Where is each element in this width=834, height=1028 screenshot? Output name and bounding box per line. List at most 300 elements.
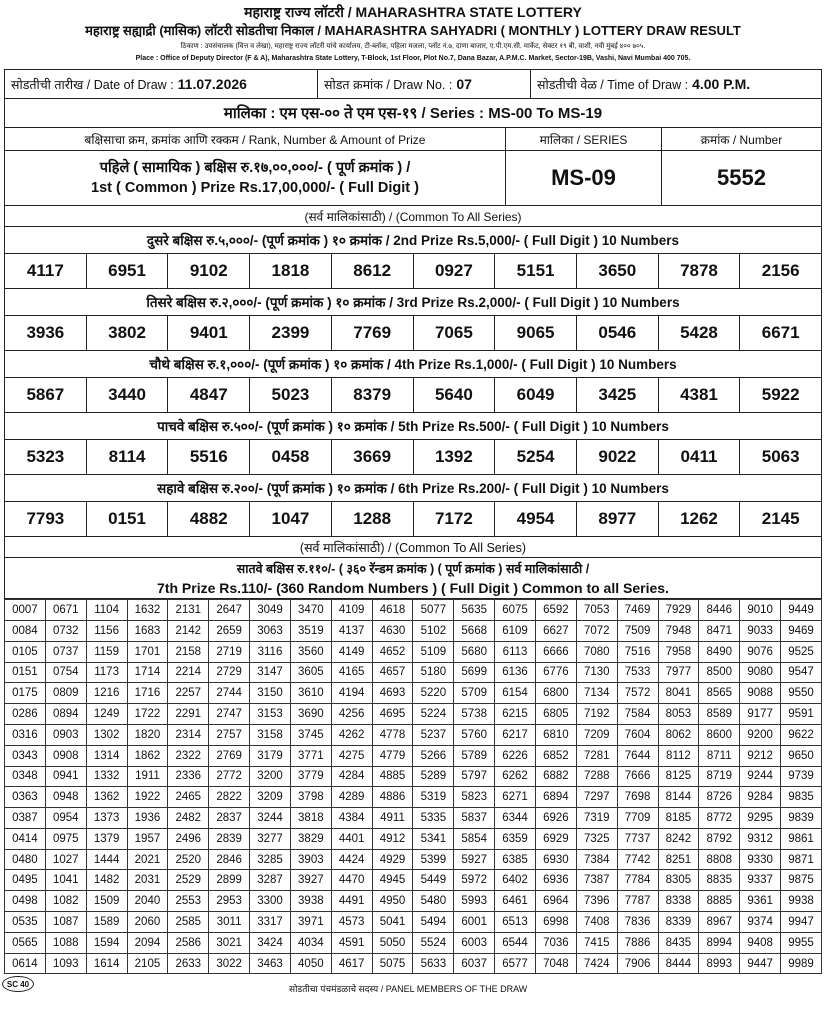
seventh-prize-number: 5837 bbox=[454, 808, 495, 829]
seventh-prize-number: 4945 bbox=[372, 870, 413, 891]
seventh-prize-number: 7036 bbox=[535, 932, 576, 953]
header-place-marathi: ठिकाण : उपसंचालक (वित्त व लेखा), महाराष्ट्र राज्य लॉटरी यांचे कार्यालय, टी-ब्लॉक, पहिला मजला, प्लॉट नं.७, दाणा बाजार, ए.पी.एम.सी. मार्केट, सेक्टर १९ बी, वाशी, नवी मुंबई ४०० ७०५. bbox=[180, 43, 646, 51]
seventh-prize-number: 3463 bbox=[250, 953, 291, 974]
prize-number: 9022 bbox=[577, 440, 659, 474]
seventh-prize-number: 7192 bbox=[576, 704, 617, 725]
seventh-prize-number: 7509 bbox=[617, 620, 658, 641]
seventh-prize-number: 9547 bbox=[781, 662, 822, 683]
number-header: क्रमांक / Number bbox=[700, 132, 783, 147]
seventh-prize-number: 0387 bbox=[5, 808, 46, 829]
seventh-prize-number: 7886 bbox=[617, 932, 658, 953]
seventh-prize-number: 5699 bbox=[454, 662, 495, 683]
seventh-prize-number: 8994 bbox=[699, 932, 740, 953]
seventh-prize-number: 7644 bbox=[617, 745, 658, 766]
seventh-prize-number: 3424 bbox=[250, 932, 291, 953]
seventh-prize-number: 3779 bbox=[290, 766, 331, 787]
seventh-prize-number: 2482 bbox=[168, 808, 209, 829]
prize-number: 0546 bbox=[577, 316, 659, 350]
seventh-prize-number: 2060 bbox=[127, 912, 168, 933]
seventh-prize-number: 6402 bbox=[495, 870, 536, 891]
seventh-prize-number: 4591 bbox=[331, 932, 372, 953]
prize-number: 1818 bbox=[250, 254, 332, 288]
seventh-prize-number: 2040 bbox=[127, 891, 168, 912]
seventh-prize-number: 5041 bbox=[372, 912, 413, 933]
prize-number: 4882 bbox=[168, 502, 250, 536]
seventh-prize-number: 2553 bbox=[168, 891, 209, 912]
seventh-prize-number: 2747 bbox=[209, 704, 250, 725]
seventh-prize-number: 8446 bbox=[699, 600, 740, 621]
seventh-prize-number: 4289 bbox=[331, 787, 372, 808]
seventh-prize-number: 4695 bbox=[372, 704, 413, 725]
prize-number: 2399 bbox=[250, 316, 332, 350]
draw-number bbox=[318, 70, 531, 98]
draw-info-row bbox=[4, 69, 822, 99]
seventh-prize-number: 3300 bbox=[250, 891, 291, 912]
prize-number: 3650 bbox=[577, 254, 659, 288]
seventh-prize-number: 1482 bbox=[86, 870, 127, 891]
seventh-common-label: (सर्व मालिकांसाठी) / (Common To All Series) bbox=[4, 537, 822, 558]
seventh-prize-number: 2131 bbox=[168, 600, 209, 621]
seventh-prize-number: 3200 bbox=[250, 766, 291, 787]
draw-time bbox=[531, 70, 821, 98]
seventh-prize-number: 4275 bbox=[331, 745, 372, 766]
header-title: महाराष्ट्र राज्य लॉटरी / MAHARASHTRA STATE LOTTERY bbox=[244, 4, 582, 20]
seventh-prize-number: 3153 bbox=[250, 704, 291, 725]
seventh-prize-number: 6926 bbox=[535, 808, 576, 829]
seventh-prize-number: 6217 bbox=[495, 724, 536, 745]
seventh-prize-number: 4050 bbox=[290, 953, 331, 974]
seventh-prize-number: 8144 bbox=[658, 787, 699, 808]
seventh-prize-number: 3971 bbox=[290, 912, 331, 933]
seventh-prize-number: 9591 bbox=[781, 704, 822, 725]
seventh-prize-number: 3116 bbox=[250, 641, 291, 662]
prize-sections bbox=[4, 227, 822, 537]
seventh-prize-number: 6852 bbox=[535, 745, 576, 766]
seventh-prize-number: 6226 bbox=[495, 745, 536, 766]
seventh-prize-number: 0286 bbox=[5, 704, 46, 725]
table-row bbox=[5, 683, 822, 704]
prize-title: दुसरे बक्षिस रु.५,०००/- (पूर्ण क्रमांक ) १० क्रमांक / 2nd Prize Rs.5,000/- ( Full Digit ) 10 Numbers bbox=[4, 227, 822, 254]
seventh-prize-number: 8471 bbox=[699, 620, 740, 641]
prize-table-header bbox=[4, 128, 822, 151]
seventh-prize-number: 9033 bbox=[740, 620, 781, 641]
seventh-prize-number: 1088 bbox=[45, 932, 86, 953]
seventh-prize-number: 2336 bbox=[168, 766, 209, 787]
seventh-prize-number: 9076 bbox=[740, 641, 781, 662]
draw-number-label: सोडत क्रमांक / Draw No. : bbox=[324, 77, 453, 92]
prize-title: पाचवे बक्षिस रु.५००/- (पूर्ण क्रमांक ) १० क्रमांक / 5th Prize Rs.500/- ( Full Digit ) 10 Numbers bbox=[4, 413, 822, 440]
seventh-prize-number: 8062 bbox=[658, 724, 699, 745]
seventh-prize-number: 8444 bbox=[658, 953, 699, 974]
table-row bbox=[5, 870, 822, 891]
seventh-prize-number: 7666 bbox=[617, 766, 658, 787]
seventh-prize-number: 0151 bbox=[5, 662, 46, 683]
seventh-prize-number: 1722 bbox=[127, 704, 168, 725]
seventh-prize-number: 5237 bbox=[413, 724, 454, 745]
seventh-prize-number: 1683 bbox=[127, 620, 168, 641]
prize-numbers-row bbox=[4, 502, 822, 537]
seventh-prize-number: 3605 bbox=[290, 662, 331, 683]
seventh-prize-number: 8600 bbox=[699, 724, 740, 745]
seventh-prize-number: 5319 bbox=[413, 787, 454, 808]
table-row bbox=[5, 891, 822, 912]
seventh-prize-number: 2659 bbox=[209, 620, 250, 641]
prize-number: 8612 bbox=[332, 254, 414, 288]
seventh-prize-number: 1159 bbox=[86, 641, 127, 662]
seventh-prize-number: 4912 bbox=[372, 828, 413, 849]
seventh-prize-number: 5341 bbox=[413, 828, 454, 849]
seventh-prize-number: 5335 bbox=[413, 808, 454, 829]
seventh-prize-number: 1087 bbox=[45, 912, 86, 933]
seventh-prize-number: 9525 bbox=[781, 641, 822, 662]
seventh-prize-number: 5077 bbox=[413, 600, 454, 621]
seventh-prize-number: 0809 bbox=[45, 683, 86, 704]
seventh-prize-number: 5480 bbox=[413, 891, 454, 912]
common-to-all-series: (सर्व मालिकांसाठी) / (Common To All Series) bbox=[4, 206, 822, 227]
seventh-prize-number: 6461 bbox=[495, 891, 536, 912]
seventh-prize-number: 2839 bbox=[209, 828, 250, 849]
seventh-prize-number: 7325 bbox=[576, 828, 617, 849]
seventh-prize-number: 4384 bbox=[331, 808, 372, 829]
seventh-prize-number: 2769 bbox=[209, 745, 250, 766]
seventh-prize-number: 6544 bbox=[495, 932, 536, 953]
seventh-prize-number: 6894 bbox=[535, 787, 576, 808]
seventh-prize-number: 7929 bbox=[658, 600, 699, 621]
first-prize-row bbox=[4, 151, 822, 206]
seventh-prize-number: 4256 bbox=[331, 704, 372, 725]
seventh-prize-number: 5635 bbox=[454, 600, 495, 621]
seventh-prize-number: 1936 bbox=[127, 808, 168, 829]
seventh-prize-number: 6800 bbox=[535, 683, 576, 704]
seventh-prize-number: 0975 bbox=[45, 828, 86, 849]
seventh-prize-number: 3560 bbox=[290, 641, 331, 662]
seventh-prize-number: 6592 bbox=[535, 600, 576, 621]
seventh-prize-number: 4886 bbox=[372, 787, 413, 808]
seventh-prize-number: 7297 bbox=[576, 787, 617, 808]
seventh-prize-number: 3147 bbox=[250, 662, 291, 683]
seventh-prize-number: 7584 bbox=[617, 704, 658, 725]
seventh-prize-number: 4470 bbox=[331, 870, 372, 891]
seventh-prize-number: 8711 bbox=[699, 745, 740, 766]
seventh-prize-number: 2757 bbox=[209, 724, 250, 745]
seventh-prize-number: 6998 bbox=[535, 912, 576, 933]
prize-number: 6671 bbox=[761, 323, 800, 343]
draw-number-value: 07 bbox=[456, 76, 472, 93]
table-row bbox=[5, 808, 822, 829]
seventh-prize-number: 9312 bbox=[740, 828, 781, 849]
seventh-prize-number: 3519 bbox=[290, 620, 331, 641]
draw-date-label: सोडतीची तारीख / Date of Draw : bbox=[11, 77, 174, 92]
seventh-prize-number: 8726 bbox=[699, 787, 740, 808]
seventh-prize-number: 1027 bbox=[45, 849, 86, 870]
seventh-prize-number: 0903 bbox=[45, 724, 86, 745]
seventh-prize-number: 8338 bbox=[658, 891, 699, 912]
seventh-prize-number: 9622 bbox=[781, 724, 822, 745]
seventh-prize-number: 6154 bbox=[495, 683, 536, 704]
seventh-prize-number: 5633 bbox=[413, 953, 454, 974]
seventh-prize-number: 7533 bbox=[617, 662, 658, 683]
seventh-prize-number: 7742 bbox=[617, 849, 658, 870]
seventh-prize-number: 6385 bbox=[495, 849, 536, 870]
seventh-prize-number: 7698 bbox=[617, 787, 658, 808]
prize-number: 8114 bbox=[87, 440, 169, 474]
seventh-prize-number: 8339 bbox=[658, 912, 699, 933]
seventh-prize-number: 0671 bbox=[45, 600, 86, 621]
prize-number: 3669 bbox=[332, 440, 414, 474]
seventh-prize-number: 2257 bbox=[168, 683, 209, 704]
seventh-prize-number: 3277 bbox=[250, 828, 291, 849]
seventh-prize-number: 2105 bbox=[127, 953, 168, 974]
prize-number: 8379 bbox=[332, 378, 414, 412]
seventh-prize-number: 6113 bbox=[495, 641, 536, 662]
prize-number: 2145 bbox=[761, 509, 800, 529]
table-row bbox=[5, 704, 822, 725]
seventh-prize-number: 7709 bbox=[617, 808, 658, 829]
seventh-prize-number: 8490 bbox=[699, 641, 740, 662]
seventh-prize-number: 4149 bbox=[331, 641, 372, 662]
prize-number: 1392 bbox=[414, 440, 496, 474]
seventh-prize-number: 4911 bbox=[372, 808, 413, 829]
seventh-prize-number: 3209 bbox=[250, 787, 291, 808]
seventh-prize-number: 8835 bbox=[699, 870, 740, 891]
seventh-prize-number: 7516 bbox=[617, 641, 658, 662]
seventh-prize-number: 3771 bbox=[290, 745, 331, 766]
seventh-prize-number: 7836 bbox=[617, 912, 658, 933]
seventh-prize-number: 4137 bbox=[331, 620, 372, 641]
seventh-prize-number: 4262 bbox=[331, 724, 372, 745]
rank-header: बक्षिसाचा क्रम, क्रमांक आणि रक्कम / Rank, Number & Amount of Prize bbox=[5, 128, 506, 150]
seventh-prize-number: 9374 bbox=[740, 912, 781, 933]
prize-number: 4117 bbox=[5, 254, 87, 288]
seventh-prize-number: 6964 bbox=[535, 891, 576, 912]
seventh-prize-number: 5449 bbox=[413, 870, 454, 891]
seventh-prize-number: 7080 bbox=[576, 641, 617, 662]
prize-number: 3440 bbox=[87, 378, 169, 412]
seventh-prize-number: 5494 bbox=[413, 912, 454, 933]
seventh-prize-number: 2158 bbox=[168, 641, 209, 662]
seventh-prize-number: 2744 bbox=[209, 683, 250, 704]
prize-numbers-row bbox=[4, 440, 822, 475]
seventh-prize-number: 3903 bbox=[290, 849, 331, 870]
seventh-prize-number: 2633 bbox=[168, 953, 209, 974]
seventh-prize-number: 9177 bbox=[740, 704, 781, 725]
header bbox=[4, 4, 822, 63]
seventh-prize-number: 6075 bbox=[495, 600, 536, 621]
seventh-prize-number: 7737 bbox=[617, 828, 658, 849]
table-row bbox=[5, 641, 822, 662]
seventh-prize-number: 9010 bbox=[740, 600, 781, 621]
seventh-prize-number: 6810 bbox=[535, 724, 576, 745]
seventh-prize-number: 1632 bbox=[127, 600, 168, 621]
seventh-prize-number: 9447 bbox=[740, 953, 781, 974]
seventh-prize-number: 9080 bbox=[740, 662, 781, 683]
seventh-prize-number: 9284 bbox=[740, 787, 781, 808]
seventh-prize-number: 1922 bbox=[127, 787, 168, 808]
seventh-prize-number: 2846 bbox=[209, 849, 250, 870]
seventh-prize-number: 4034 bbox=[290, 932, 331, 953]
seventh-prize-number: 1589 bbox=[86, 912, 127, 933]
seventh-prize-number: 5993 bbox=[454, 891, 495, 912]
seventh-prize-number: 1082 bbox=[45, 891, 86, 912]
table-row bbox=[5, 953, 822, 974]
seventh-prize-number: 2520 bbox=[168, 849, 209, 870]
seventh-prize-number: 3690 bbox=[290, 704, 331, 725]
seventh-prize-number: 1714 bbox=[127, 662, 168, 683]
seventh-prize-number: 5738 bbox=[454, 704, 495, 725]
seventh-prize-number: 4109 bbox=[331, 600, 372, 621]
seventh-prize-number: 9947 bbox=[781, 912, 822, 933]
seventh-prize-number: 0084 bbox=[5, 620, 46, 641]
seventh-prize-number: 8053 bbox=[658, 704, 699, 725]
seventh-prize-number: 2031 bbox=[127, 870, 168, 891]
seventh-prize-number: 5220 bbox=[413, 683, 454, 704]
seventh-prize-number: 6577 bbox=[495, 953, 536, 974]
prize-number: 2156 bbox=[761, 261, 800, 281]
seventh-prize-number: 0737 bbox=[45, 641, 86, 662]
seventh-prize-number: 3745 bbox=[290, 724, 331, 745]
seventh-prize-number: 8500 bbox=[699, 662, 740, 683]
seventh-prize-number: 7424 bbox=[576, 953, 617, 974]
prize-number: 3425 bbox=[577, 378, 659, 412]
seventh-prize-number: 3244 bbox=[250, 808, 291, 829]
seventh-prize-number: 3938 bbox=[290, 891, 331, 912]
header-place-english: Place : Office of Deputy Director (F & A), Maharashtra State Lottery, T-Block, 1st Floor, Plot No.7, Dana Bazar, A.P.M.C. Market, Sector-19B, Vashi, Navi Mumbai 400 705. bbox=[135, 55, 691, 63]
seventh-prize-number: 1093 bbox=[45, 953, 86, 974]
first-prize-marathi: पहिले ( सामायिक ) बक्षिस रु.१७,००,०००/- ( पूर्ण क्रमांक ) / bbox=[99, 159, 411, 176]
prize-number: 5867 bbox=[5, 378, 87, 412]
table-row bbox=[5, 766, 822, 787]
table-row bbox=[5, 932, 822, 953]
seventh-prize-number: 7281 bbox=[576, 745, 617, 766]
seventh-prize-number: 2837 bbox=[209, 808, 250, 829]
seventh-prize-number: 1249 bbox=[86, 704, 127, 725]
seventh-prize-number: 5668 bbox=[454, 620, 495, 641]
prize-number: 5640 bbox=[414, 378, 496, 412]
series-range: मालिका : एम एस-०० ते एम एस-१९ / Series : MS-00 To MS-19 bbox=[4, 99, 822, 128]
table-row bbox=[5, 600, 822, 621]
prize-number: 7769 bbox=[332, 316, 414, 350]
seventh-prize-number: 0894 bbox=[45, 704, 86, 725]
seventh-prize-number: 8565 bbox=[699, 683, 740, 704]
seventh-prize-number: 2021 bbox=[127, 849, 168, 870]
seventh-prize-number: 0175 bbox=[5, 683, 46, 704]
seventh-prize-number: 0948 bbox=[45, 787, 86, 808]
seventh-prize-number: 2586 bbox=[168, 932, 209, 953]
series-header: मालिका / SERIES bbox=[506, 128, 662, 150]
seventh-prize-number: 1332 bbox=[86, 766, 127, 787]
seventh-prize-number: 5050 bbox=[372, 932, 413, 953]
table-row bbox=[5, 662, 822, 683]
seventh-prize-number: 6627 bbox=[535, 620, 576, 641]
seventh-prize-number: 8589 bbox=[699, 704, 740, 725]
seventh-prize-number: 8242 bbox=[658, 828, 699, 849]
seventh-prize-number: 6001 bbox=[454, 912, 495, 933]
seventh-prize-number: 8967 bbox=[699, 912, 740, 933]
seventh-prize-number: 0941 bbox=[45, 766, 86, 787]
seventh-prize-number: 5789 bbox=[454, 745, 495, 766]
seventh-prize-number: 7784 bbox=[617, 870, 658, 891]
seventh-prize-number: 8808 bbox=[699, 849, 740, 870]
seventh-prize-number: 8993 bbox=[699, 953, 740, 974]
seventh-prize-number: 1379 bbox=[86, 828, 127, 849]
lottery-result-sheet bbox=[4, 4, 822, 994]
seventh-prize-number: 6805 bbox=[535, 704, 576, 725]
seventh-prize-number: 6037 bbox=[454, 953, 495, 974]
seventh-prize-number: 5709 bbox=[454, 683, 495, 704]
prize-number: 4847 bbox=[168, 378, 250, 412]
prize-number: 9065 bbox=[495, 316, 577, 350]
prize-number: 5254 bbox=[495, 440, 577, 474]
seventh-prize-number: 2496 bbox=[168, 828, 209, 849]
seventh-prize-number: 3927 bbox=[290, 870, 331, 891]
seventh-prize-number: 8041 bbox=[658, 683, 699, 704]
seventh-prize-number: 5289 bbox=[413, 766, 454, 787]
seventh-prize-number: 1373 bbox=[86, 808, 127, 829]
seventh-prize-number: 4424 bbox=[331, 849, 372, 870]
seventh-prize-number: 5102 bbox=[413, 620, 454, 641]
seventh-prize-number: 1173 bbox=[86, 662, 127, 683]
seventh-prize-number: 6003 bbox=[454, 932, 495, 953]
seventh-prize-number: 3829 bbox=[290, 828, 331, 849]
seventh-prize-number: 3049 bbox=[250, 600, 291, 621]
seventh-prize-number: 4618 bbox=[372, 600, 413, 621]
prize-number: 7878 bbox=[659, 254, 741, 288]
seventh-prize-english: 7th Prize Rs.110/- (360 Random Numbers ) ( Full Digit ) Common to all Series. bbox=[157, 580, 669, 597]
seventh-prize-number: 7572 bbox=[617, 683, 658, 704]
seventh-prize-number: 4693 bbox=[372, 683, 413, 704]
seventh-prize-number: 3610 bbox=[290, 683, 331, 704]
prize-number: 5323 bbox=[5, 440, 87, 474]
seventh-prize-number: 6776 bbox=[535, 662, 576, 683]
seventh-prize-number: 7787 bbox=[617, 891, 658, 912]
seventh-prize-number: 7977 bbox=[658, 662, 699, 683]
seventh-prize-number: 7604 bbox=[617, 724, 658, 745]
seventh-prize-number: 4779 bbox=[372, 745, 413, 766]
seventh-prize-number: 4950 bbox=[372, 891, 413, 912]
table-row bbox=[5, 849, 822, 870]
seventh-prize-number: 9244 bbox=[740, 766, 781, 787]
seventh-prize-number: 1444 bbox=[86, 849, 127, 870]
seventh-prize-number: 2719 bbox=[209, 641, 250, 662]
seventh-prize-number: 0614 bbox=[5, 953, 46, 974]
table-row bbox=[5, 724, 822, 745]
seventh-prize-number: 5680 bbox=[454, 641, 495, 662]
seventh-prize-number: 1302 bbox=[86, 724, 127, 745]
prize-number: 4954 bbox=[495, 502, 577, 536]
seventh-prize-number: 6882 bbox=[535, 766, 576, 787]
prize-title: सहावे बक्षिस रु.२००/- (पूर्ण क्रमांक ) १० क्रमांक / 6th Prize Rs.200/- ( Full Digit ) 10 Numbers bbox=[4, 475, 822, 502]
seventh-prize-number: 4401 bbox=[331, 828, 372, 849]
seventh-prize-number: 8251 bbox=[658, 849, 699, 870]
seventh-prize-number: 9871 bbox=[781, 849, 822, 870]
seventh-prize-number: 4617 bbox=[331, 953, 372, 974]
seventh-prize-number: 6359 bbox=[495, 828, 536, 849]
sc-badge: SC 40 bbox=[2, 976, 34, 992]
prize-number: 5428 bbox=[659, 316, 741, 350]
seventh-prize-number: 8185 bbox=[658, 808, 699, 829]
table-row bbox=[5, 745, 822, 766]
seventh-prize-number: 8792 bbox=[699, 828, 740, 849]
seventh-prize-number: 9955 bbox=[781, 932, 822, 953]
seventh-prize-number: 2585 bbox=[168, 912, 209, 933]
table-row bbox=[5, 828, 822, 849]
seventh-prize-number: 5266 bbox=[413, 745, 454, 766]
seventh-prize-number: 1594 bbox=[86, 932, 127, 953]
seventh-prize-number: 4929 bbox=[372, 849, 413, 870]
seventh-prize-number: 0363 bbox=[5, 787, 46, 808]
seventh-prize-number: 0754 bbox=[45, 662, 86, 683]
seventh-prize-number: 7130 bbox=[576, 662, 617, 683]
